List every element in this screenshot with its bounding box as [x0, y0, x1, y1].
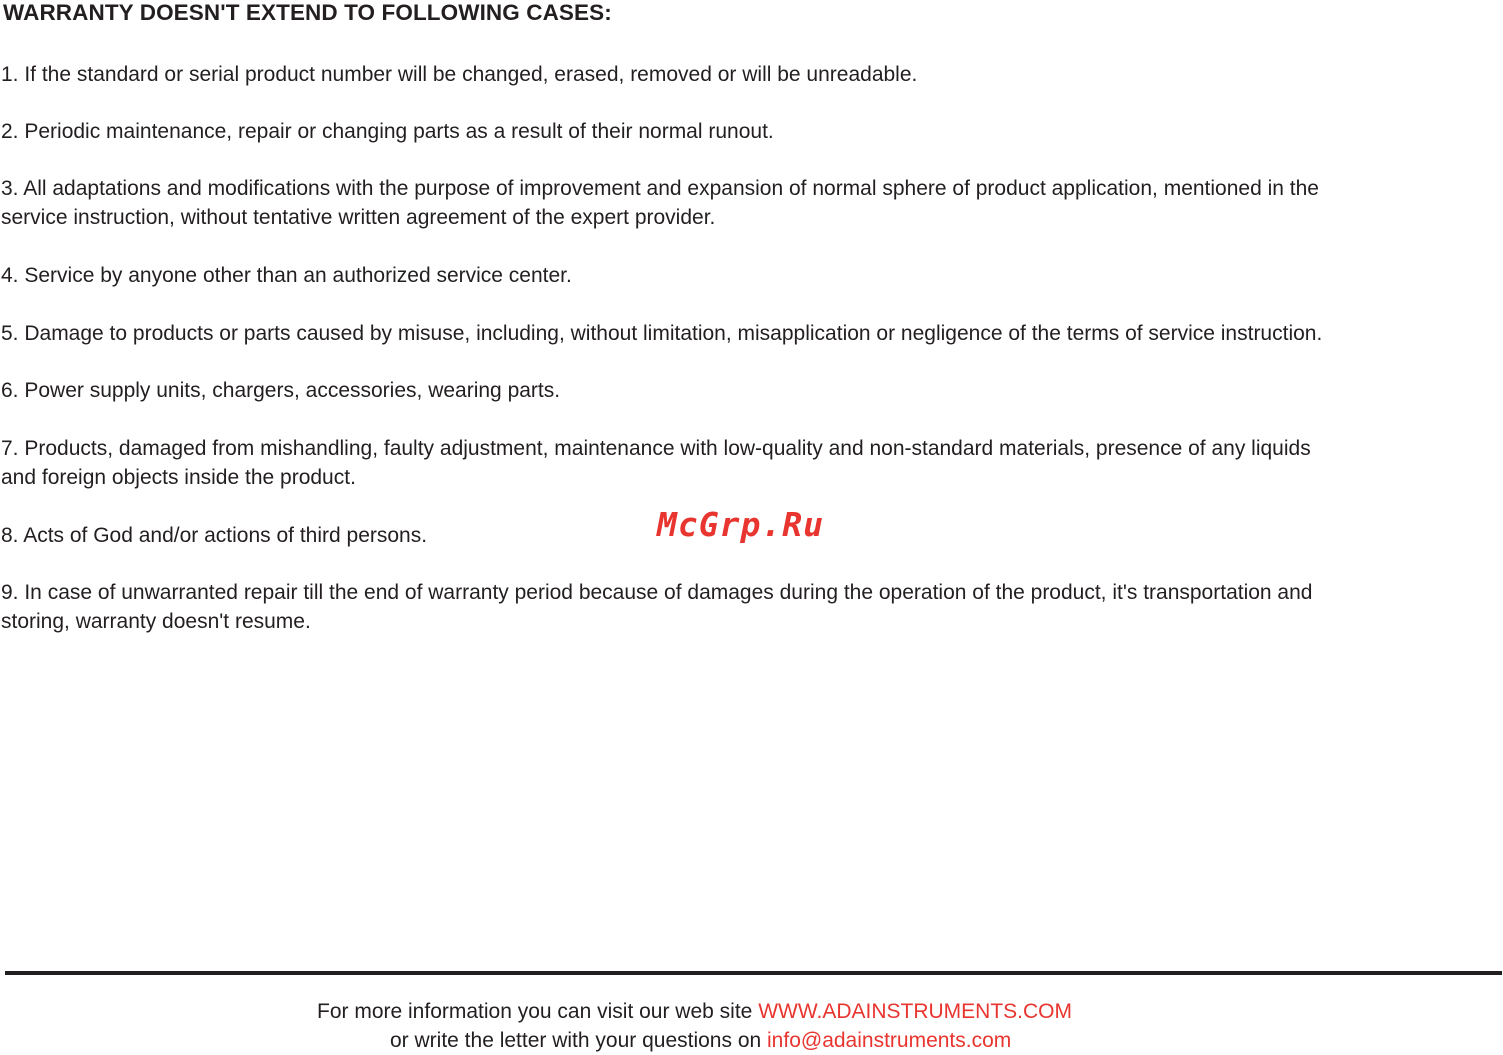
footer-divider: [5, 971, 1502, 975]
warranty-item-9-line-1: 9. In case of unwarranted repair till the end of warranty period because of damages during the operation of the product, it's transportation and: [1, 581, 1313, 604]
email-link[interactable]: info@adainstruments.com: [767, 1029, 1012, 1052]
footer-website-line: [317, 998, 1072, 1026]
warranty-item-9-line-2: storing, warranty doesn't resume.: [1, 610, 311, 633]
warranty-item-3-line-1: 3. All adaptations and modifications with the purpose of improvement and expansion of normal sphere of product application, mentioned in the: [1, 177, 1319, 200]
warranty-item-3: [1, 174, 1503, 232]
warranty-item-4: [1, 261, 1503, 290]
warranty-item-4-line-1: 4. Service by anyone other than an authorized service center.: [1, 264, 572, 287]
warranty-item-7: [1, 434, 1503, 492]
warranty-item-2-line-1: 2. Periodic maintenance, repair or changing parts as a result of their normal runout.: [1, 120, 774, 143]
warranty-item-7-line-2: and foreign objects inside the product.: [1, 466, 356, 489]
watermark-logo: McGrp.Ru: [657, 505, 824, 544]
warranty-item-7-line-1: 7. Products, damaged from mishandling, faulty adjustment, maintenance with low-quality and non-standard materials, presence of any liquids: [1, 437, 1311, 460]
warranty-item-1-line-1: 1. If the standard or serial product number will be changed, erased, removed or will be unreadable.: [1, 63, 918, 86]
warranty-item-5-line-1: 5. Damage to products or parts caused by misuse, including, without limitation, misapplication or negligence of the terms of service instruction.: [1, 322, 1323, 345]
website-link[interactable]: WWW.ADAINSTRUMENTS.COM: [758, 1000, 1072, 1023]
warranty-item-3-line-2: service instruction, without tentative written agreement of the expert provider.: [1, 206, 716, 229]
warranty-item-1: [1, 60, 1503, 89]
warranty-item-5: [1, 319, 1503, 348]
page-heading: WARRANTY DOESN'T EXTEND TO FOLLOWING CASES:: [3, 0, 612, 25]
warranty-item-6-line-1: 6. Power supply units, chargers, accessories, wearing parts.: [1, 379, 561, 402]
warranty-item-2: [1, 117, 1503, 146]
footer-email-line: [390, 1027, 1011, 1055]
warranty-item-6: [1, 376, 1503, 405]
warranty-item-8-line-1: 8. Acts of God and/or actions of third persons.: [1, 524, 428, 547]
footer-email-text: or write the letter with your questions on: [390, 1029, 768, 1052]
footer-website-text: For more information you can visit our web site: [317, 1000, 759, 1023]
warranty-item-9: [1, 578, 1503, 636]
